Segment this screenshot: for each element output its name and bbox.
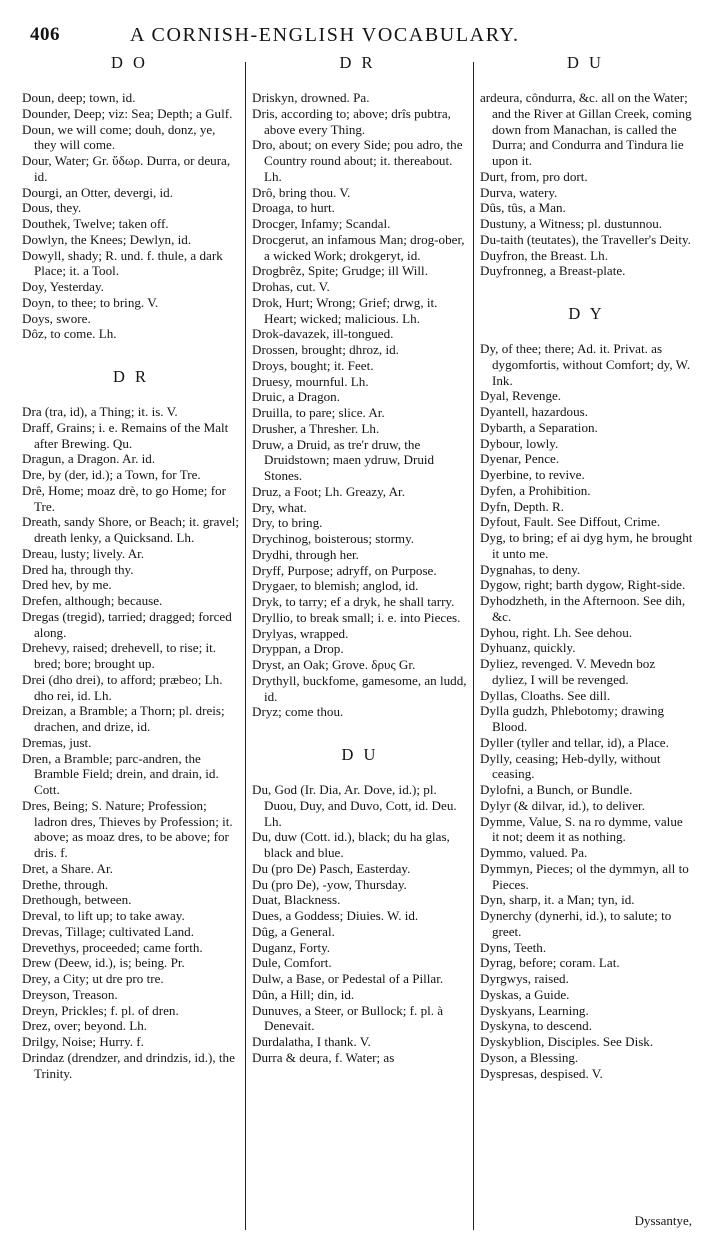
dictionary-entry: Dyerbine, to revive. — [480, 467, 585, 482]
dictionary-entry: Dreval, to lift up; to take away. — [22, 908, 185, 923]
dictionary-entry: Duganz, Forty. — [252, 939, 331, 955]
dictionary-entry: Dyg, to bring; ef ai dyg hym, he brought it unto me. — [480, 530, 693, 561]
column-3 — [480, 90, 693, 1081]
column-2-heading: D R — [339, 53, 376, 72]
dictionary-entry: Drohas, cut. V. — [252, 279, 330, 294]
dictionary-entry: Dreyn, Prickles; f. pl. of dren. — [22, 1002, 179, 1018]
dictionary-entry: Dous, they. — [22, 200, 82, 216]
dictionary-entry: Duyfron, the Breast. Lh. — [480, 247, 608, 263]
dictionary-entry: Doun, deep; town, id. — [22, 90, 136, 105]
dictionary-entry: Dylla gudzh, Phlebotomy; drawing Blood. — [480, 703, 665, 734]
column-3-heading: D U — [567, 53, 604, 72]
section-heading: D U — [341, 745, 379, 764]
dictionary-entry: Dyhuanz, quickly. — [480, 640, 576, 656]
dictionary-entry: Du (pro De), -yow, Thursday. — [252, 876, 407, 892]
dictionary-entry: Dyspresas, despised. V. — [480, 1065, 603, 1081]
dictionary-entry: Dunuves, a Steer, or Bullock; f. pl. à Denevait. — [252, 1002, 444, 1034]
dictionary-entry: Dygnahas, to deny. — [480, 561, 581, 577]
dictionary-entry: Dryff, Purpose; adryff, on Purpose. — [252, 562, 437, 578]
dictionary-entry: Dylyr (& dilvar, id.), to deliver. — [480, 797, 645, 813]
dictionary-entry: Dryk, to tarry; ef a dryk, he shall tarry. — [252, 594, 455, 609]
dictionary-entry: Dreizan, a Bramble; a Thorn; pl. dreis; drachen, and drize, id. — [22, 703, 225, 734]
dictionary-entry: Drefen, although; because. — [22, 593, 163, 608]
dictionary-entry: Drez, over; beyond. Lh. — [22, 1018, 148, 1034]
dictionary-entry: Dyantell, hazardous. — [480, 404, 588, 419]
section-heading: D R — [112, 367, 150, 386]
dictionary-entry: Dragun, a Dragon. Ar. id. — [22, 451, 156, 467]
dictionary-entry: Dule, Comfort. — [252, 955, 332, 971]
dictionary-entry: Dûg, a General. — [252, 923, 335, 939]
dictionary-entry: Drogbrêz, Spite; Grudge; ill Will. — [252, 263, 428, 279]
dictionary-entry: Dylly, ceasing; Heb-dylly, without ceasing. — [480, 750, 661, 782]
dictionary-entry: Dres, Being; S. Nature; Profession; ladron dres, Thieves by Profession; it. above; as moaz dres, to be above; for dris. f. — [22, 797, 233, 860]
dictionary-entry: Drythyll, buckfome, gamesome, an ludd, id. — [252, 672, 467, 704]
dictionary-entry: Dred ha, through thy. — [22, 561, 134, 577]
dictionary-entry: Durt, from, pro dort. — [480, 168, 588, 184]
page-title: A CORNISH-ENGLISH VOCABULARY. — [130, 24, 520, 46]
column-rule — [245, 62, 246, 1230]
dictionary-entry: Drew (Deew, id.), is; being. Pr. — [22, 955, 185, 971]
dictionary-entry: Dustuny, a Witness; pl. dustunnou. — [480, 216, 663, 231]
dictionary-entry: Dyhou, right. Lh. See dehou. — [480, 624, 633, 640]
dictionary-entry: Drusher, a Thresher. Lh. — [252, 420, 380, 436]
dictionary-entry: Drevas, Tillage; cultivated Land. — [22, 923, 195, 939]
dictionary-entry: Drethe, through. — [22, 876, 109, 892]
dictionary-entry: Dyfen, a Prohibition. — [480, 482, 591, 498]
dictionary-entry: Dounder, Deep; viz: Sea; Depth; a Gulf. — [22, 105, 233, 121]
dictionary-entry: Dyskyans, Learning. — [480, 1002, 589, 1018]
dictionary-entry: Drychinog, boisterous; stormy. — [252, 531, 415, 546]
dictionary-entry: Dris, according to; above; drîs pubtra, above every Thing. — [252, 105, 451, 137]
dictionary-entry: Dyhodzheth, in the Afternoon. See dih, &c. — [480, 593, 686, 624]
dictionary-entry: Dryppan, a Drop. — [252, 641, 344, 657]
dictionary-entry: Dre, by (der, id.); a Town, for Tre. — [22, 467, 201, 482]
dictionary-entry: Dyskyna, to descend. — [480, 1018, 593, 1034]
dictionary-entry: Dourgi, an Otter, devergi, id. — [22, 184, 173, 200]
dictionary-entry: Drylyas, wrapped. — [252, 625, 349, 641]
dictionary-entry: Dyller (tyller and tellar, id), a Place. — [480, 734, 669, 750]
dictionary-entry: Durra & deura, f. Water; as — [252, 1049, 395, 1065]
dictionary-entry: Dymmo, valued. Pa. — [480, 845, 588, 860]
dictionary-entry: Drocger, Infamy; Scandal. — [252, 216, 391, 231]
dictionary-entry: Drok, Hurt; Wrong; Grief; drwg, it. Heart; wicked; malicious. Lh. — [252, 294, 438, 326]
dictionary-entry: Dulw, a Base, or Pedestal of a Pillar. — [252, 971, 444, 986]
dictionary-entry: Dybour, lowly. — [480, 435, 559, 451]
dictionary-entry: Droys, bought; it. Feet. — [252, 357, 374, 373]
dictionary-entry: Dry, what. — [252, 499, 307, 515]
dictionary-entry: Doy, Yesterday. — [22, 279, 104, 294]
dictionary-entry: ardeura, côndurra, &c. all on the Water; and the River at Gillan Creek, coming down from Manachan, is called the Durra; and Condurra and Tindura lie upon it. — [480, 90, 692, 168]
dictionary-entry: Douthek, Twelve; taken off. — [22, 216, 169, 231]
dictionary-entry: Dren, a Bramble; parc-andren, the Bramble Field; drein, and drain, id. Cott. — [22, 750, 219, 797]
dictionary-entry: Dreath, sandy Shore, or Beach; it. gravel; dreath lenky, a Quicksand. Lh. — [22, 514, 240, 545]
dictionary-entry: Drevethys, proceeded; came forth. — [22, 939, 203, 955]
dictionary-entry: Doyn, to thee; to bring. V. — [22, 294, 159, 310]
dictionary-entry: Dues, a Goddess; Diuies. W. id. — [252, 908, 419, 923]
dictionary-entry: Druic, a Dragon. — [252, 389, 340, 405]
dictionary-entry: Drindaz (drendzer, and drindzis, id.), the Trinity. — [22, 1049, 235, 1081]
column-1-heading: D O — [111, 53, 148, 72]
dictionary-entry: Dyskas, a Guide. — [480, 986, 570, 1002]
dictionary-entry: Drethough, between. — [22, 892, 132, 908]
dictionary-entry: Du, God (Ir. Dia, Ar. Dove, id.); pl. Duou, Duy, and Duvo, Cott, id. Deu. Lh. — [252, 782, 457, 829]
dictionary-entry: Dowyll, shady; R. und. f. thule, a dark Place; it. a Tool. — [22, 247, 223, 279]
dictionary-entry: Dyenar, Pence. — [480, 451, 560, 467]
column-1 — [22, 90, 240, 1081]
dictionary-entry: Dûs, tûs, a Man. — [480, 200, 566, 216]
dictionary-entry: Dyskyblion, Disciples. See Disk. — [480, 1034, 654, 1049]
dictionary-entry: Dowlyn, the Knees; Dewlyn, id. — [22, 231, 192, 247]
dictionary-entry: Dûn, a Hill; din, id. — [252, 986, 355, 1002]
dictionary-entry: Drok-davazek, ill-tongued. — [252, 326, 394, 342]
running-head — [30, 20, 690, 50]
dictionary-entry: Dyson, a Blessing. — [480, 1049, 579, 1065]
dictionary-entry: Duat, Blackness. — [252, 892, 341, 908]
dictionary-entry: Drei (dho drei), to afford; præbeo; Lh. dho rei, id. Lh. — [22, 671, 223, 703]
column-2 — [252, 90, 468, 1066]
dictionary-entry: Dregas (tregid), tarried; dragged; forced along. — [22, 608, 232, 640]
column-rule — [473, 62, 474, 1230]
dictionary-entry: Dybarth, a Separation. — [480, 419, 598, 435]
dictionary-entry: Drehevy, raised; drehevell, to rise; it. bred; bore; brought up. — [22, 640, 217, 671]
dictionary-entry: Doys, swore. — [22, 310, 91, 326]
dictionary-entry: Druw, a Druid, as tre'r druw, the Druidstown; maen ydruw, Druid Stones. — [252, 436, 435, 483]
dictionary-entry: Du-taith (teutates), the Traveller's Deity. — [480, 231, 691, 247]
dictionary-entry: Dreyson, Treason. — [22, 986, 118, 1002]
page-number: 406 — [30, 24, 60, 45]
dictionary-entry: Dryz; come thou. — [252, 704, 344, 720]
section-heading: D Y — [568, 304, 605, 323]
dictionary-entry: Dred hev, by me. — [22, 577, 112, 593]
dictionary-entry: Dyal, Revenge. — [480, 388, 562, 404]
dictionary-entry: Dyfout, Fault. See Diffout, Crime. — [480, 514, 661, 530]
dictionary-entry: Dret, a Share. Ar. — [22, 860, 113, 876]
dictionary-entry: Dyfn, Depth. R. — [480, 498, 565, 514]
dictionary-entry: Dyn, sharp, it. a Man; tyn, id. — [480, 892, 635, 908]
dictionary-entry: Draff, Grains; i. e. Remains of the Malt after Brewing. Qu. — [22, 419, 229, 451]
dictionary-entry: Drô, bring thou. V. — [252, 184, 351, 200]
dictionary-entry: Du, duw (Cott. id.), black; du ha glas, black and blue. — [252, 829, 450, 860]
dictionary-entry: Dreau, lusty; lively. Ar. — [22, 545, 145, 561]
dictionary-entry: Dyllas, Cloaths. See dill. — [480, 687, 611, 703]
dictionary-entry: Dôz, to come. Lh. — [22, 326, 117, 342]
dictionary-entry: Drygaer, to blemish; anglod, id. — [252, 578, 419, 594]
dictionary-entry: Duyfronneg, a Breast-plate. — [480, 263, 626, 279]
dictionary-entry: Drossen, brought; dhroz, id. — [252, 342, 399, 357]
dictionary-entry: Durdalatha, I thank. V. — [252, 1034, 371, 1049]
dictionary-entry: Dremas, just. — [22, 734, 92, 750]
dictionary-entry: Druz, a Foot; Lh. Greazy, Ar. — [252, 483, 405, 499]
dictionary-entry: Drydhi, through her. — [252, 546, 359, 562]
dictionary-entry: Durva, watery. — [480, 184, 558, 200]
dictionary-entry: Du (pro De) Pasch, Easterday. — [252, 860, 411, 876]
dictionary-entry: Doun, we will come; douh, donz, ye, they will come. — [22, 121, 216, 153]
dictionary-entry: Druesy, mournful. Lh. — [252, 373, 369, 389]
dictionary-entry: Dour, Water; Gr. ὕδωρ. Durra, or deura, id. — [22, 153, 231, 184]
dictionary-entry: Drey, a City; ut dre pro tre. — [22, 971, 164, 986]
dictionary-entry: Dyns, Teeth. — [480, 939, 547, 955]
dictionary-entry: Dro, about; on every Side; pou adro, the Country round about; it. thereabout. Lh. — [252, 137, 463, 184]
dictionary-entry: Drilgy, Noise; Hurry. f. — [22, 1034, 144, 1049]
dictionary-entry: Drocgerut, an infamous Man; drog-ober, a wicked Work; drokgeryt, id. — [252, 231, 465, 263]
dictionary-entry: Dylofni, a Bunch, or Bundle. — [480, 782, 633, 797]
dictionary-entry: Dymme, Value, S. na ro dymme, value it not; deem it as nothing. — [480, 813, 683, 845]
dictionary-entry: Dymmyn, Pieces; ol the dymmyn, all to Pieces. — [480, 860, 689, 892]
dictionary-entry: Dyrag, before; coram. Lat. — [480, 955, 620, 971]
catchword: Dyssantye, — [634, 1213, 692, 1228]
dictionary-entry: Dynerchy (dynerhi, id.), to salute; to greet. — [480, 908, 672, 939]
dictionary-entry: Dra (tra, id), a Thing; it. is. V. — [22, 404, 178, 419]
dictionary-entry: Dy, of thee; there; Ad. it. Privat. as dygomfortis, without Comfort; dy, W. Ink. — [480, 341, 691, 388]
dictionary-entry: Dyliez, revenged. V. Mevedn boz dyliez, I will be revenged. — [480, 656, 656, 687]
dictionary-entry: Dyrgwys, raised. — [480, 971, 569, 986]
dictionary-entry: Dygow, right; barth dygow, Right-side. — [480, 577, 686, 593]
dictionary-entry: Driskyn, drowned. Pa. — [252, 90, 370, 105]
dictionary-entry: Droaga, to hurt. — [252, 200, 335, 216]
dictionary-entry: Druilla, to pare; slice. Ar. — [252, 405, 385, 420]
dictionary-entry: Dry, to bring. — [252, 515, 323, 531]
dictionary-entry: Dryst, an Oak; Grove. δρυς Gr. — [252, 657, 416, 672]
dictionary-entry: Dryllio, to break small; i. e. into Pieces. — [252, 609, 461, 625]
dictionary-entry: Drê, Home; moaz drè, to go Home; for Tre. — [22, 482, 226, 514]
